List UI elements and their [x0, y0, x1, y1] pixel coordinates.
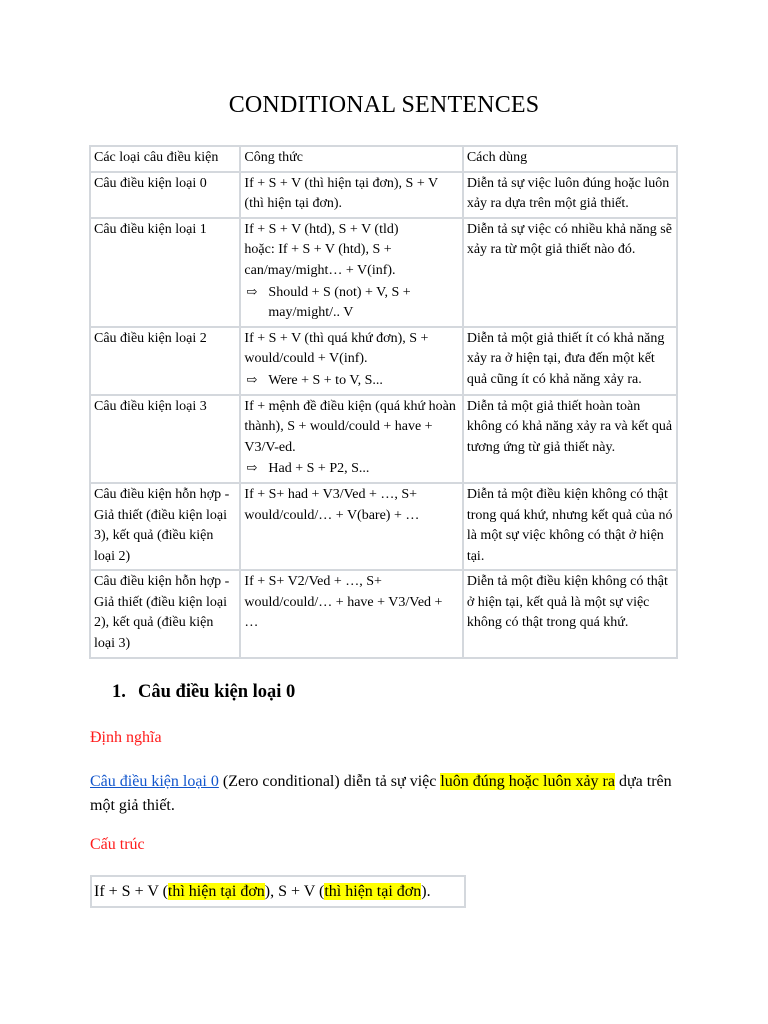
formula-alternative — [244, 282, 459, 324]
table-header-cell: Các loại câu điều kiện — [90, 146, 240, 172]
formula-text: ), S + V ( — [264, 883, 325, 900]
usage-cell: Diễn tả sự việc có nhiều khả năng sẽ xảy ra từ một giả thiết nào đó. — [463, 218, 677, 327]
condition-type-cell: Câu điều kiện hỗn hợp - Giả thiết (điều kiện loại 2), kết quả (điều kiện loại 3) — [90, 570, 240, 657]
condition-type-cell: Câu điều kiện loại 1 — [90, 218, 240, 327]
formula-line: If + S+ V2/Ved + …, S+ would/could/… + have + V3/Ved + … — [244, 574, 443, 631]
formula-cell — [240, 172, 462, 218]
section-heading — [112, 682, 295, 703]
formula-line: If + S+ had + V3/Ved + …, S+ would/could/… + V(bare) + … — [244, 486, 420, 523]
arrow-right-icon: ⇨ — [246, 460, 258, 476]
formula-text: If + S + V ( — [94, 883, 168, 900]
table-header-cell: Cách dùng — [463, 146, 677, 172]
usage-cell: Diễn tả một điều kiện không có thật ở hiện tại, kết quả là một sự việc không có thật trong quá khứ. — [463, 570, 677, 657]
formula-line: If + S + V (thì quá khứ đơn), S + would/could + V(inf). — [244, 330, 429, 367]
condition-type-cell: Câu điều kiện hỗn hợp - Giả thiết (điều kiện loại 3), kết quả (điều kiện loại 2) — [90, 483, 240, 570]
section-title: Câu điều kiện loại 0 — [138, 682, 296, 702]
formula-alternative-text: Should + S (not) + V, S + may/might/.. V — [268, 284, 411, 321]
arrow-right-icon: ⇨ — [246, 371, 258, 387]
definition-text: (Zero conditional) diễn tả sự việc — [218, 773, 441, 790]
section-number: 1. — [112, 682, 126, 702]
table-row — [90, 218, 677, 327]
table-row — [90, 327, 677, 395]
definition-paragraph — [90, 770, 690, 817]
table-row — [90, 395, 677, 483]
conditional-table — [89, 145, 678, 659]
formula-cell — [240, 483, 462, 570]
formula-cell — [240, 395, 462, 483]
table-header-cell: Công thức — [240, 146, 462, 172]
definition-highlight: luôn đúng hoặc luôn xảy ra — [440, 773, 615, 790]
structure-label: Cấu trúc — [90, 836, 145, 853]
usage-cell: Diễn tả sự việc luôn đúng hoặc luôn xảy ra dựa trên một giả thiết. — [463, 172, 677, 218]
formula-line: If + mệnh đề điều kiện (quá khứ hoàn thành), S + would/could + have + V3/V-ed. — [244, 398, 456, 455]
formula-cell — [240, 327, 462, 395]
formula-alternative — [244, 458, 459, 480]
condition-type-cell: Câu điều kiện loại 3 — [90, 395, 240, 483]
usage-cell: Diễn tả một giả thiết hoàn toàn không có khả năng xảy ra và kết quả tương ứng từ giả thiết này. — [463, 395, 677, 483]
formula-alternative — [244, 370, 459, 392]
definition-label: Định nghĩa — [90, 729, 162, 746]
formula-alternative-text: Were + S + to V, S... — [268, 372, 383, 388]
table-row — [90, 172, 677, 218]
table-row — [90, 483, 677, 570]
arrow-right-icon: ⇨ — [246, 283, 258, 299]
table-row — [90, 570, 677, 657]
formula-highlight: thì hiện tại đơn — [167, 883, 265, 900]
condition-type-cell: Câu điều kiện loại 0 — [90, 172, 240, 218]
usage-cell: Diễn tả một điều kiện không có thật trong quá khứ, nhưng kết quả của nó là một sự việc không có thật ở hiện tại. — [463, 483, 677, 570]
formula-highlight: thì hiện tại đơn — [324, 883, 422, 900]
formula-line: If + S + V (htd), S + V (tld) — [244, 221, 399, 237]
formula-text: ). — [421, 883, 431, 900]
formula-alternative-text: Had + S + P2, S... — [268, 461, 370, 477]
definition-link[interactable]: Câu điều kiện loại 0 — [90, 773, 219, 790]
formula-line: hoặc: If + S + V (htd), S + can/may/might… + V(inf). — [244, 242, 396, 278]
structure-formula-box — [90, 875, 466, 908]
formula-cell — [240, 570, 462, 657]
document-title: CONDITIONAL SENTENCES — [228, 92, 540, 118]
definition-text-end: dựa trên một giả thiết. — [90, 773, 672, 814]
formula-line: If + S + V (thì hiện tại đơn), S + V (thì hiện tại đơn). — [244, 175, 438, 212]
table-header-row — [90, 146, 677, 172]
usage-cell: Diễn tả một giả thiết ít có khả năng xảy ra ở hiện tại, đưa đến một kết quả cũng ít có khả năng xảy ra. — [463, 327, 677, 395]
condition-type-cell: Câu điều kiện loại 2 — [90, 327, 240, 395]
formula-cell — [240, 218, 462, 327]
